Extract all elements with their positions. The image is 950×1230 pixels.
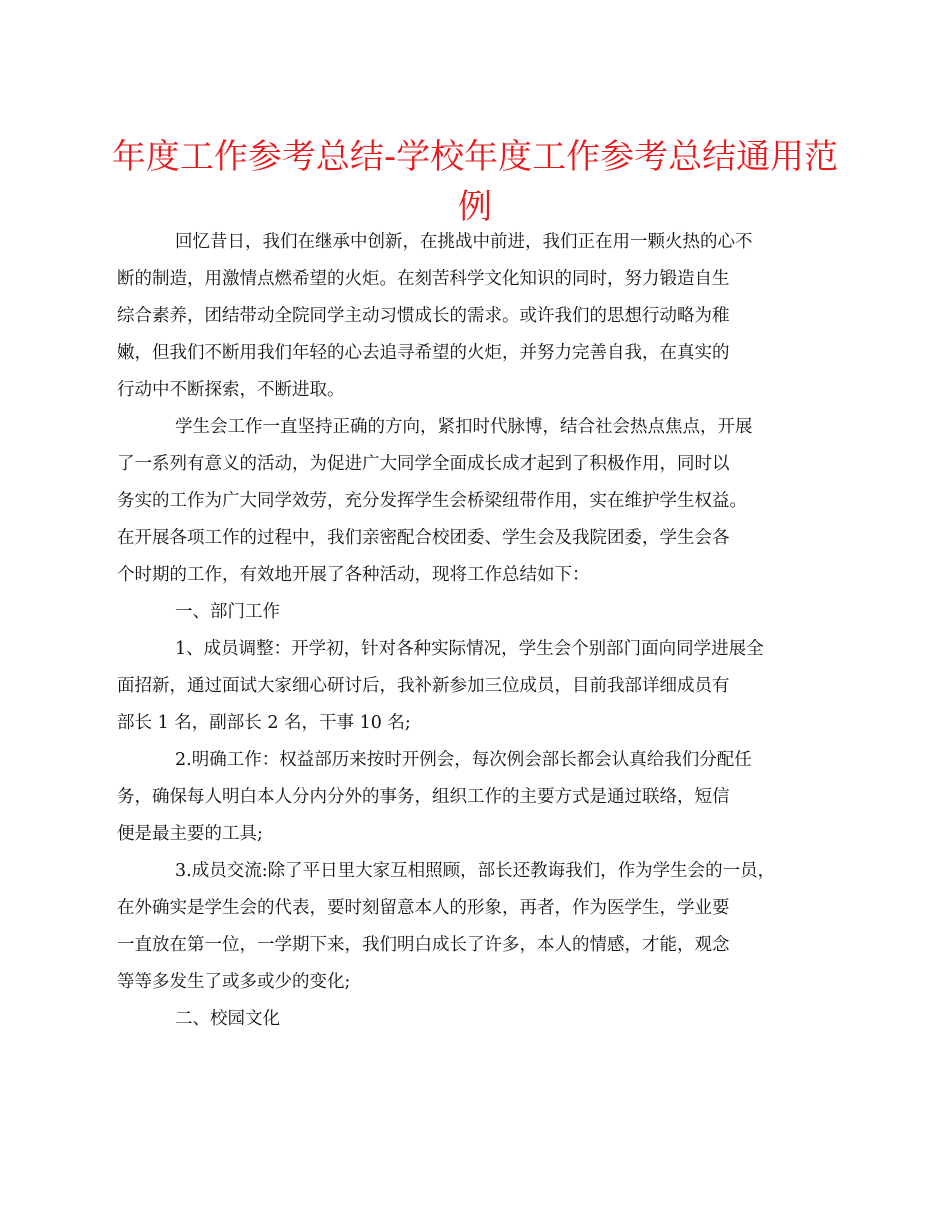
section-heading: 一、部门工作 xyxy=(175,602,280,622)
paragraph-line: 务实的工作为广大同学效劳，充分发挥学生会桥梁纽带作用，实在维护学生权益。 xyxy=(117,491,747,511)
paragraph-line: 等等多发生了或多或少的变化; xyxy=(117,972,351,992)
paragraph-line: 回忆昔日，我们在继承中创新，在挑战中前进，我们正在用一颗火热的心不 xyxy=(175,232,753,252)
paragraph-line: 1、成员调整：开学初，针对各种实际情况，学生会个别部门面向同学进展全 xyxy=(175,639,764,659)
title-line-1: 年度工作参考总结-学校年度工作参考总结通用范 xyxy=(111,137,839,177)
document-body xyxy=(117,224,817,1038)
paragraph-line: 面招新，通过面试大家细心研讨后，我补新参加三位成员，目前我部详细成员有 xyxy=(117,676,730,696)
paragraph-line: 3.成员交流:除了平日里大家互相照顾，部长还教诲我们，作为学生会的一员， xyxy=(175,861,776,881)
document-title xyxy=(110,132,840,232)
paragraph-line: 务，确保每人明白本人分内分外的事务，组织工作的主要方式是通过联络，短信 xyxy=(117,787,730,807)
paragraph-line: 在开展各项工作的过程中，我们亲密配合校团委、学生会及我院团委，学生会各 xyxy=(117,528,730,548)
paragraph-line: 便是最主要的工具; xyxy=(117,824,263,844)
paragraph-line: 部长 1 名，副部长 2 名，干事 10 名; xyxy=(117,713,411,733)
paragraph-line: 个时期的工作，有效地开展了各种活动，现将工作总结如下： xyxy=(117,565,590,585)
section-heading: 二、校园文化 xyxy=(175,1009,280,1029)
paragraph-line: 一直放在第一位，一学期下来，我们明白成长了许多，本人的情感，才能，观念 xyxy=(117,935,730,955)
paragraph-line: 在外确实是学生会的代表，要时刻留意本人的形象，再者，作为医学生，学业要 xyxy=(117,898,730,918)
paragraph-line: 综合素养，团结带动全院同学主动习惯成长的需求。或许我们的思想行动略为稚 xyxy=(117,306,730,326)
paragraph-line: 学生会工作一直坚持正确的方向，紧扣时代脉博，结合社会热点焦点，开展 xyxy=(175,417,753,437)
paragraph-line: 断的制造，用激情点燃希望的火炬。在刻苦科学文化知识的同时，努力锻造自生 xyxy=(117,269,730,289)
paragraph-line: 嫩，但我们不断用我们年轻的心去追寻希望的火炬，并努力完善自我，在真实的 xyxy=(117,343,730,363)
paragraph-line: 行动中不断探索，不断进取。 xyxy=(117,380,345,400)
title-line-2: 例 xyxy=(458,187,492,227)
paragraph-line: 了一系列有意义的活动，为促进广大同学全面成长成才起到了积极作用，同时以 xyxy=(117,454,730,474)
paragraph-line: 2.明确工作：权益部历来按时开例会，每次例会部长都会认真给我们分配任 xyxy=(175,750,752,770)
